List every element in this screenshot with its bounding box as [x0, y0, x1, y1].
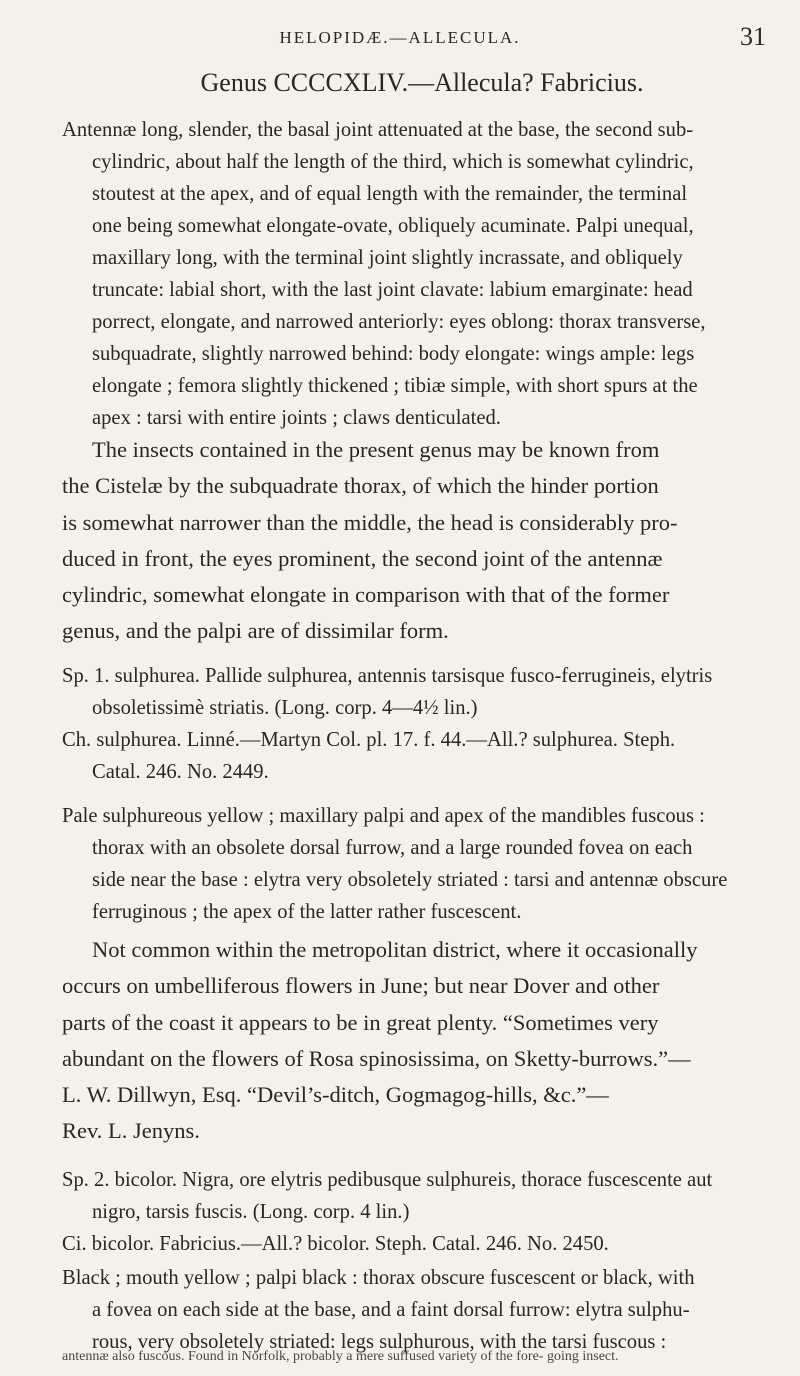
- text-line: Pale sulphureous yellow ; maxillary palpi and apex of the mandibles fuscous :: [62, 805, 705, 827]
- text-line: Black ; mouth yellow ; palpi black : thorax obscure fuscescent or black, with: [62, 1267, 695, 1289]
- text-line: antennæ also fuscous.: [62, 1350, 185, 1364]
- text-line: Ci. bicolor. Fabricius.—All.? bicolor. Steph. Catal. 246. No. 2450.: [62, 1233, 609, 1255]
- text-line: is somewhat narrower than the middle, the head is considerably pro-: [62, 509, 678, 535]
- text-line: maxillary long, with the terminal joint slightly incrassate, and obliquely: [92, 247, 683, 269]
- page-number: 31: [740, 22, 766, 51]
- text-line: nigro, tarsis fuscis. (Long. corp. 4 lin.): [92, 1201, 410, 1223]
- text-line: occurs on umbelliferous flowers in June; but near Dover and other: [62, 973, 660, 999]
- text-line: Found in Norfolk, probably a mere suffused variety of the fore-: [187, 1350, 544, 1364]
- species-2-diagnosis: [62, 1164, 784, 1228]
- text-line: side near the base : elytra very obsoletely striated : tarsi and antennæ obscure: [92, 869, 728, 891]
- text-line: truncate: labial short, with the last joint clavate: labium emarginate: head: [92, 279, 693, 301]
- species-1-description: [62, 800, 784, 928]
- text-line: subquadrate, slightly narrowed behind: body elongate: wings ample: legs: [92, 343, 695, 365]
- text-line: Sp. 1. sulphurea. Pallide sulphurea, antennis tarsisque fusco-ferrugineis, elytris: [62, 665, 713, 687]
- running-head: HELOPIDÆ.—ALLECULA.: [279, 28, 521, 47]
- genus-remarks: [62, 432, 784, 650]
- text-line: parts of the coast it appears to be in great plenty. “Sometimes very: [62, 1009, 659, 1035]
- text-line: cylindric, about half the length of the third, which is somewhat cylindric,: [92, 151, 694, 173]
- text-line: L. W. Dillwyn, Esq. “Devil’s-ditch, Gogmagog-hills, &c.”—: [62, 1082, 609, 1108]
- species-1-diagnosis: [62, 660, 784, 724]
- text-line: genus, and the palpi are of dissimilar form.: [62, 618, 449, 644]
- text-line: elongate ; femora slightly thickened ; tibiæ simple, with short spurs at the: [92, 375, 698, 397]
- text-line: Catal. 246. No. 2449.: [92, 761, 269, 783]
- species-2-synonymy: [62, 1228, 784, 1260]
- text-line: Antennæ long, slender, the basal joint attenuated at the base, the second sub-: [62, 119, 694, 141]
- text-line: a fovea on each side at the base, and a faint dorsal furrow: elytra sulphu-: [92, 1299, 690, 1321]
- genus-heading: Genus CCCCXLIV.—Allecula? Fabricius.: [200, 68, 644, 97]
- species-2-tail: [62, 1350, 784, 1376]
- text-line: abundant on the flowers of Rosa spinosissima, on Sketty-burrows.”—: [62, 1045, 691, 1071]
- text-line: The insects contained in the present genus may be known from: [92, 437, 660, 462]
- text-line: duced in front, the eyes prominent, the second joint of the antennæ: [62, 545, 663, 571]
- text-line: ferruginous ; the apex of the latter rather fuscescent.: [92, 901, 522, 923]
- text-line: thorax with an obsolete dorsal furrow, and a large rounded fovea on each: [92, 837, 693, 859]
- text-line: cylindric, somewhat elongate in comparison with that of the former: [62, 582, 670, 608]
- text-line: going insect.: [546, 1350, 619, 1364]
- text-line: porrect, elongate, and narrowed anteriorly: eyes oblong: thorax transverse,: [92, 311, 706, 333]
- text-line: apex : tarsi with entire joints ; claws denticulated.: [92, 407, 501, 429]
- text-line: the Cistelæ by the subquadrate thorax, of which the hinder portion: [62, 473, 659, 499]
- species-1-habitat: [62, 932, 784, 1150]
- text-line: one being somewhat elongate-ovate, obliquely acuminate. Palpi unequal,: [92, 215, 694, 237]
- text-line: Rev. L. Jenyns.: [62, 1118, 200, 1144]
- text-line: rous, very obsoletely striated: legs sulphurous, with the tarsi fuscous :: [92, 1331, 667, 1353]
- text-line: obsoletissimè striatis. (Long. corp. 4—4½ lin.): [92, 697, 478, 719]
- text-line: Not common within the metropolitan district, where it occasionally: [92, 937, 698, 962]
- text-line: Ch. sulphurea. Linné.—Martyn Col. pl. 17. f. 44.—All.? sulphurea. Steph.: [62, 729, 676, 751]
- text-line: Sp. 2. bicolor. Nigra, ore elytris pedibusque sulphureis, thorace fuscescente aut: [62, 1169, 713, 1191]
- genus-description: [62, 114, 784, 434]
- species-1-synonymy: [62, 724, 784, 788]
- species-2-description: [62, 1262, 784, 1326]
- text-line: stoutest at the apex, and of equal length with the remainder, the terminal: [92, 183, 688, 205]
